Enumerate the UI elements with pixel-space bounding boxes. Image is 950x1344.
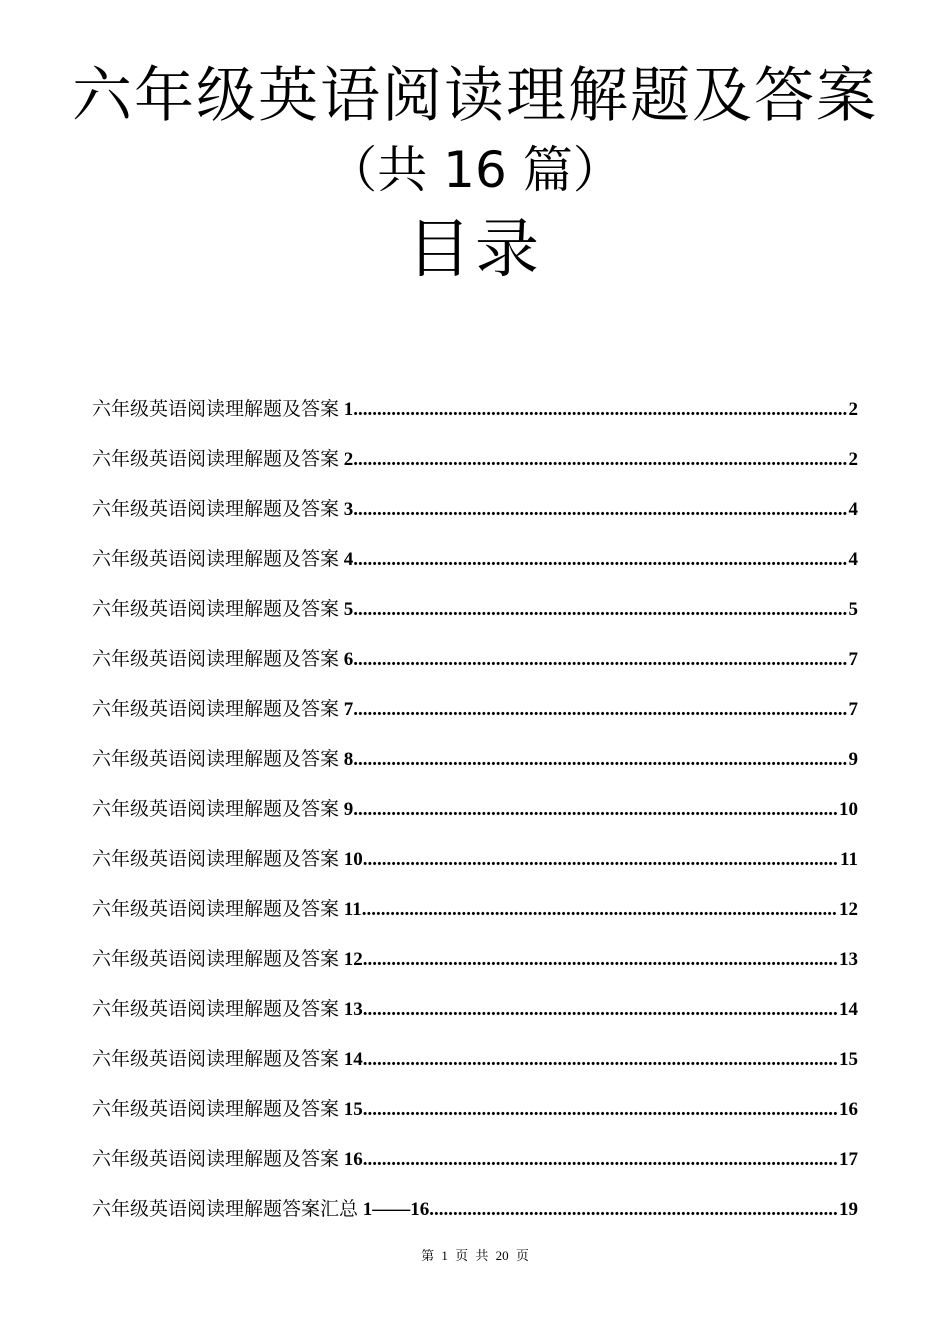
toc-entry-label: 六年级英语阅读理解题及答案 [92,699,340,720]
toc-entry[interactable] [92,1140,858,1190]
toc-entry-page: 16 [839,1099,858,1120]
toc-entry[interactable] [92,990,858,1040]
toc-entry-label: 六年级英语阅读理解题及答案 [92,649,340,670]
toc-entry-title [92,840,363,880]
toc-dot-leader [362,890,837,930]
toc-dot-leader [353,540,846,580]
toc-entry-page: 10 [839,799,858,820]
toc-entry-title [92,590,353,630]
toc-dot-leader [363,1040,837,1080]
toc-entry[interactable] [92,890,858,940]
toc-entry-page: 14 [839,999,858,1020]
toc-entry[interactable] [92,840,858,890]
toc-entry[interactable] [92,440,858,490]
toc-entry-title [92,1090,363,1130]
toc-entry-title [92,640,353,680]
toc-entry-number: 6 [343,649,354,670]
toc-entry[interactable] [92,1040,858,1090]
toc-entry-number: 8 [343,749,354,770]
toc-entry-page: 12 [839,899,858,920]
toc-entry[interactable] [92,1090,858,1140]
toc-entry-title [92,1040,363,1080]
toc-entry-number: 4 [343,549,354,570]
toc-entry[interactable] [92,1190,858,1240]
toc-entry[interactable] [92,540,858,590]
page-footer: 第 1 页 共 20 页 [421,1248,529,1263]
toc-entry[interactable] [92,590,858,640]
toc-entry-page: 11 [840,849,858,870]
toc-entry-title [92,1190,429,1230]
toc-dot-leader [353,440,846,480]
document-title: 六年级英语阅读理解题及答案 [72,61,878,131]
toc-entry-page: 9 [848,749,858,770]
toc-entry-number: 7 [343,699,354,720]
toc-entry-page: 4 [848,549,858,570]
document-subtitle: （共 16 篇） [327,141,623,199]
toc-entry-label: 六年级英语阅读理解题及答案 [92,449,340,470]
toc-entry-label: 六年级英语阅读理解题及答案 [92,1149,340,1170]
toc-entry-page: 2 [848,449,858,470]
table-of-contents [92,390,858,1240]
toc-entry-label: 六年级英语阅读理解题及答案 [92,949,340,970]
toc-entry-number: 11 [343,899,362,920]
toc-entry-page: 7 [848,649,858,670]
toc-entry-label: 六年级英语阅读理解题答案汇总 [92,1199,359,1220]
toc-entry-title [92,740,353,780]
toc-entry-label: 六年级英语阅读理解题及答案 [92,1049,340,1070]
toc-entry[interactable] [92,640,858,690]
toc-entry-title [92,490,353,530]
toc-entry-title [92,940,363,980]
toc-entry[interactable] [92,690,858,740]
toc-entry-number: 13 [343,999,363,1020]
toc-dot-leader [353,740,846,780]
toc-dot-leader [363,840,838,880]
toc-entry-page: 7 [848,699,858,720]
toc-entry-title [92,990,363,1030]
toc-entry-label: 六年级英语阅读理解题及答案 [92,749,340,770]
toc-entry-label: 六年级英语阅读理解题及答案 [92,499,340,520]
toc-dot-leader [353,640,846,680]
toc-dot-leader [353,690,846,730]
toc-entry-label: 六年级英语阅读理解题及答案 [92,599,340,620]
toc-entry-number: 3 [343,499,354,520]
toc-entry-page: 13 [839,949,858,970]
toc-entry-label: 六年级英语阅读理解题及答案 [92,899,340,920]
toc-entry-page: 4 [848,499,858,520]
toc-entry-title [92,690,353,730]
toc-dot-leader [429,1190,837,1230]
toc-entry-number: 10 [343,849,363,870]
toc-entry-number: 14 [343,1049,363,1070]
toc-entry-page: 5 [848,599,858,620]
toc-entry[interactable] [92,390,858,440]
toc-dot-leader [353,490,846,530]
toc-entry-title [92,790,353,830]
toc-dot-leader [363,990,837,1030]
toc-entry-label: 六年级英语阅读理解题及答案 [92,799,340,820]
toc-entry[interactable] [92,490,858,540]
toc-entry-title [92,440,353,480]
toc-dot-leader [363,940,837,980]
toc-entry-number: 1——16 [362,1199,430,1220]
toc-entry-label: 六年级英语阅读理解题及答案 [92,399,340,420]
toc-entry-title [92,890,362,930]
toc-entry-title [92,1140,363,1180]
toc-entry[interactable] [92,790,858,840]
toc-dot-leader [353,590,846,630]
toc-dot-leader [363,1090,837,1130]
toc-entry-number: 5 [343,599,354,620]
toc-dot-leader [363,1140,837,1180]
toc-entry-number: 12 [343,949,363,970]
toc-entry-title [92,540,353,580]
toc-entry-label: 六年级英语阅读理解题及答案 [92,549,340,570]
toc-entry-page: 19 [839,1199,858,1220]
toc-entry-label: 六年级英语阅读理解题及答案 [92,999,340,1020]
toc-entry-label: 六年级英语阅读理解题及答案 [92,1099,340,1120]
toc-entry-label: 六年级英语阅读理解题及答案 [92,849,340,870]
toc-entry-page: 15 [839,1049,858,1070]
toc-entry-number: 9 [343,799,354,820]
toc-entry-number: 2 [343,449,354,470]
toc-heading: 目录 [407,213,543,287]
toc-dot-leader [353,390,846,430]
toc-entry-number: 1 [343,399,354,420]
toc-dot-leader [353,790,837,830]
toc-entry-number: 16 [343,1149,363,1170]
toc-entry-page: 2 [848,399,858,420]
toc-entry[interactable] [92,940,858,990]
toc-entry[interactable] [92,740,858,790]
toc-entry-title [92,390,353,430]
toc-entry-number: 15 [343,1099,363,1120]
toc-entry-page: 17 [839,1149,858,1170]
